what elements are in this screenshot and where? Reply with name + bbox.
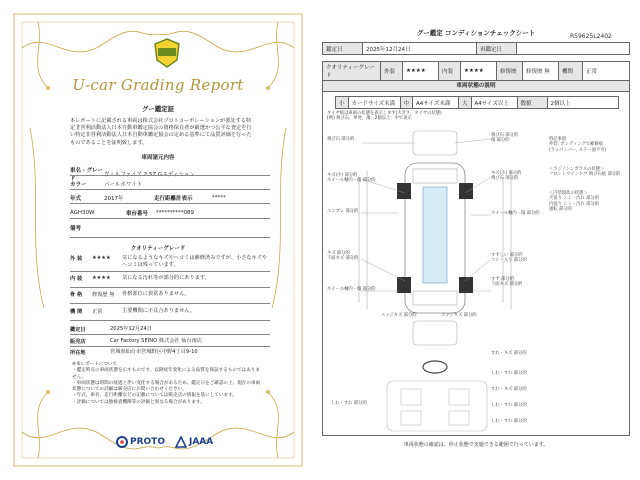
proto-logo: PROTO bbox=[116, 436, 165, 448]
sheet-int-label: 内装 bbox=[439, 62, 461, 81]
model-label: 車名・グレード bbox=[70, 168, 104, 182]
legend-line: タイヤ痕は車両の状態を表示します(大きさ、タイヤの状態) bbox=[327, 111, 442, 116]
sheet-ext-label: 外装 bbox=[381, 62, 403, 81]
condition-description-header: 車両状態の説明 bbox=[323, 81, 629, 92]
wheel-icon bbox=[459, 277, 473, 293]
certificate-intro: 本レポートに記載される車両は株式会社プロトコーポレーションが委託する特定非営利活動法人日本自動車鑑定協会の資格保有者が厳選かつ公平な査定を行い特定非営利活動法人日本自動車鑑定協会の定める基準にて品質評価を行ったものであることを証明致します。 bbox=[70, 118, 252, 146]
vehicle-spec-header: 車両諸元内容 bbox=[141, 155, 175, 161]
address-label: 所在地 bbox=[70, 350, 86, 356]
divider bbox=[70, 271, 270, 272]
damage-label: エッジキズ 部分的 bbox=[441, 313, 477, 318]
inspection-date-row bbox=[70, 326, 270, 333]
interior-damage-label: しわ・すれ 部分的 bbox=[331, 401, 367, 406]
damage-label: キズ(小) 部分的 飛び石 部分的 bbox=[491, 171, 522, 182]
address-value: 宮城県仙台市宮城野区中野4丁目9-10 bbox=[110, 349, 198, 355]
damage-label: 飛び石 部分的 bbox=[327, 137, 355, 142]
count-value: 2個以上 bbox=[547, 97, 618, 109]
damage-label: エッジキズ 部分的 bbox=[381, 313, 417, 318]
size-large-label: 大 bbox=[459, 97, 472, 109]
divider bbox=[70, 203, 270, 204]
model-type-value: AGH30W bbox=[70, 210, 95, 216]
proto-mark-icon bbox=[116, 436, 128, 448]
color-value: パールホワイト bbox=[104, 182, 143, 188]
grading-certificate bbox=[8, 8, 308, 472]
machine-label: 機 関 bbox=[70, 309, 83, 315]
divider bbox=[70, 287, 270, 288]
interior-damage-label: しわ・すれ 部分的 bbox=[491, 403, 527, 408]
sheet-repair-value: 修復歴 無 bbox=[523, 62, 559, 81]
sheet-int-stars: ★★★★ bbox=[461, 62, 497, 81]
year-label: 年式 bbox=[70, 196, 82, 202]
interior-damage-label: すれ・キズ 部分的 bbox=[491, 351, 527, 356]
machine-description: 主要機関に不具合ありません。 bbox=[122, 308, 195, 314]
sheet-expiry-label: 再鑑定日 bbox=[477, 43, 517, 55]
inspection-date-table bbox=[322, 42, 630, 55]
size-small-label: 小 bbox=[336, 97, 349, 109]
divider bbox=[70, 175, 270, 176]
interior-damage-label: しわ・すれ 部分的 bbox=[491, 419, 527, 424]
interior-damage-label: しわ・すれ 部分的 bbox=[491, 371, 527, 376]
shop-row bbox=[70, 338, 270, 345]
exterior-description: 気になるようなキズやヘコミは補修済みですが、小さなキズやヘコミは残っています。 bbox=[122, 255, 268, 268]
address-row bbox=[70, 349, 270, 356]
inspection-date-label: 鑑定日 bbox=[70, 327, 86, 333]
exterior-grade-row bbox=[70, 255, 270, 269]
divider bbox=[70, 189, 270, 190]
sheet-date-value: 2025年12月24日 bbox=[363, 43, 477, 55]
shop-value: Car Factory SEINO 株式会社 仙台南店 bbox=[110, 338, 203, 344]
mileage-value: ***** bbox=[212, 195, 226, 201]
steering-wheel-icon bbox=[423, 361, 447, 373]
certificate-subtitle: グー鑑定証 bbox=[141, 105, 175, 113]
damage-label: ホイール軸内・傷 部分的 bbox=[327, 287, 376, 292]
size-large-value: A4サイズ以上 bbox=[471, 97, 517, 109]
exterior-stars: ★★★★ bbox=[92, 255, 111, 261]
damage-label: すず 部分的 下面キズ 部分的 bbox=[491, 277, 523, 288]
goo-badge-icon bbox=[153, 38, 181, 68]
damage-label: 飛び石 部分的 傷 部分的 bbox=[491, 133, 519, 144]
jaaa-logo: JAAA bbox=[175, 436, 213, 448]
skeleton-label: 骨 格 bbox=[70, 292, 83, 298]
note-line: ・評価については独検査機関等の評価と異なる場合があります。 bbox=[72, 399, 205, 405]
shop-label: 販売店 bbox=[70, 339, 86, 345]
machine-value: 正常 bbox=[92, 309, 103, 315]
sheet-machine-label: 機関 bbox=[559, 62, 583, 81]
sheet-expiry-value bbox=[517, 43, 630, 55]
color-row bbox=[70, 180, 270, 188]
size-mid-label: 中 bbox=[400, 97, 413, 109]
note-row bbox=[70, 224, 270, 232]
damage-label: エンブレ 部分的 bbox=[327, 209, 359, 214]
car-roof-glass bbox=[423, 187, 447, 283]
car-diagram bbox=[323, 81, 629, 435]
interior-condition-notes: ＜内装現状の状態＞ 天張り シミ・汚れ 部分的 内張り シミ・汚れ 部分的 運転 部分的 bbox=[549, 191, 599, 212]
glass-condition-notes: ＜ラジノシンガラスの状態＞ フロントウインドウ 飛び石痕 部分的 bbox=[549, 167, 621, 178]
sheet-ext-stars: ★★★★ bbox=[403, 62, 439, 81]
interior-outline bbox=[387, 381, 487, 431]
note-line: ※本レポートについて bbox=[72, 362, 118, 367]
sheet-qg-label: クオリティーグレード bbox=[323, 62, 381, 81]
machine-grade-row bbox=[70, 308, 270, 315]
note-line: ・鑑定時点の車両状態を示すものです。以降経年変化による品質を保証するものではありません。 bbox=[72, 368, 260, 380]
logo-bar bbox=[116, 436, 213, 448]
legend-line: [例] 飛び石：単発、傷：2個以上：中で表示 bbox=[327, 116, 412, 122]
divider bbox=[70, 303, 270, 304]
frame-number-value: **********089 bbox=[156, 210, 194, 216]
note-label: 備考 bbox=[70, 226, 82, 232]
color-label: カラー bbox=[70, 182, 87, 188]
condition-check-sheet bbox=[322, 28, 630, 474]
damage-label: キズ(小) 部分的 ホイール軸内・傷 部分的 bbox=[327, 173, 376, 184]
report-notes bbox=[72, 362, 262, 406]
wheel-icon bbox=[397, 277, 411, 293]
divider bbox=[70, 237, 270, 238]
damage-label: ホイール軸内・傷 部分的 bbox=[491, 211, 540, 216]
certificate-title: U-car Grading Report bbox=[72, 76, 244, 94]
interior-label: 内 装 bbox=[70, 276, 83, 282]
interior-damage-label: すれ・キズ 部分的 bbox=[491, 387, 527, 392]
divider bbox=[70, 346, 270, 347]
interior-stars: ★★★★ bbox=[92, 275, 111, 281]
interior-grade-row bbox=[70, 275, 270, 282]
year-row bbox=[70, 194, 270, 202]
note-line: ・車両状態は時間の経過と伴い変化する場合があるため、鑑定日をご確認の上、現在の車両状態についての詳細は販売店にお問い合わせください。 bbox=[72, 380, 261, 393]
model-value: ヴェルファイア 2.5Z Gエディション bbox=[104, 172, 195, 178]
note-line: ・年式、車名、走行距離などの記載については販売店の情報を基にしています。 bbox=[72, 393, 237, 399]
frame-number-label: 車台番号 bbox=[126, 211, 149, 217]
interior-description: 気になる汚れ等が部分的にあります。 bbox=[122, 275, 210, 281]
damage-label: すずしい 部分的 コシ・入り 部分的 bbox=[491, 253, 527, 264]
sheet-date-label: 鑑定日 bbox=[323, 43, 363, 55]
jaaa-mark-icon bbox=[175, 436, 187, 448]
quality-grade-table bbox=[322, 61, 630, 81]
skeleton-value: 修復歴 無 bbox=[92, 292, 115, 298]
size-small-value: カードサイズ未満 bbox=[348, 97, 400, 109]
wheel-icon bbox=[459, 183, 473, 199]
mileage-label: 走行距離計表示 bbox=[154, 196, 193, 202]
quality-grade-header: クオリティーグレード bbox=[130, 246, 186, 252]
count-label: 数値 bbox=[517, 97, 547, 109]
exterior-label: 外 装 bbox=[70, 256, 83, 262]
sheet-title: グー鑑定 コンディションチェックシート bbox=[416, 29, 536, 37]
sheet-repair-label: 修復歴 bbox=[497, 62, 523, 81]
vehicle-condition-panel bbox=[322, 80, 630, 436]
skeleton-grade-row bbox=[70, 291, 270, 298]
sheet-document-id: R59625L2402 bbox=[570, 33, 612, 40]
size-mid-value: A4サイズ未満 bbox=[413, 97, 459, 109]
frame-row bbox=[70, 209, 270, 217]
inspection-date-value: 2025年12月24日 bbox=[110, 326, 152, 332]
year-value: 2017年 bbox=[104, 196, 124, 202]
skeleton-description: 骨格部位に異常ありません。 bbox=[122, 291, 190, 297]
damage-label: キズ 部分的 下面キズ 部分的 bbox=[327, 251, 359, 262]
sheet-footer: 車両状態の確認は、停止状態で実施できる範囲で行っています。 bbox=[403, 442, 549, 448]
sheet-machine-value: 正常 bbox=[583, 62, 630, 81]
divider bbox=[70, 218, 270, 219]
divider bbox=[70, 320, 270, 321]
special-notes: 特記事項 外装: ボンディングで補修痕 (ラッパンパー, ステー面不可) bbox=[549, 137, 607, 153]
divider bbox=[70, 334, 270, 335]
